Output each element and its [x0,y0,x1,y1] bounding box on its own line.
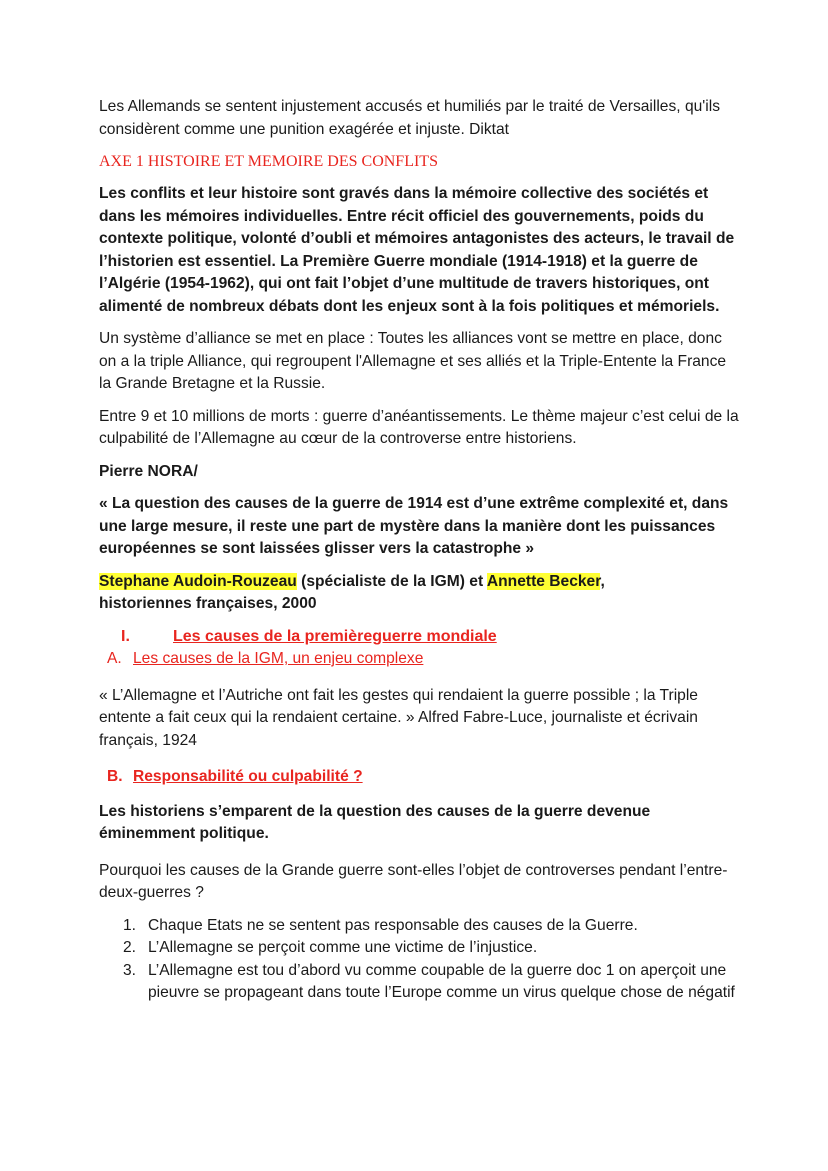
authors-tail: historiennes françaises, 2000 [99,595,317,612]
section-B-heading [99,766,739,789]
author-highlight-1: Stephane Audoin-Rouzeau [99,572,297,590]
list-item-number: 3. [123,961,137,979]
authors-line [99,571,739,616]
list-item [99,937,739,960]
list-item-text: Chaque Etats ne se sentent pas responsable des causes de la Guerre. [148,916,638,934]
morts-paragraph: Entre 9 et 10 millions de morts : guerre d’anéantissements. Le thème majeur c’est celui de la culpabilité de l’Allemagne au cœur de la controverse entre historiens. [99,407,739,447]
alliance-paragraph: Un système d’alliance se met en place : Toutes les alliances vont se mettre en place, donc on a la triple Alliance, qui regroupent l'Allemagne et ses alliés et la Triple-Entente la France la Grande Bretagne et la Russie. [99,330,727,392]
section-I-title: Les causes de la premièreguerre mondiale [173,627,497,645]
nora-heading: Pierre NORA/ [99,462,198,480]
section-I-heading [99,626,739,649]
list-item-text: L’Allemagne se perçoit comme une victime de l’injustice. [148,939,538,956]
authors-mid: (spécialiste de la IGM) et [296,572,487,590]
list-item [99,915,739,938]
list-item-text: L’Allemagne est tou d’abord vu comme coupable de la guerre doc 1 on aperçoit une pieuvre se propageant dans toute l’Europe comme un virus quelque chose de négatif [148,961,735,1001]
document-body [99,96,739,1005]
section-B-title: Responsabilité ou culpabilité ? [133,768,363,785]
list-item-number: 2. [123,939,137,956]
intro-paragraph: Les Allemands se sentent injustement accusés et humiliés par le traité de Versailles, qu'ils considèrent comme une punition exagérée et injuste. Diktat [99,98,720,138]
list-item [99,960,739,1005]
list-item-number: 1. [123,916,137,934]
quote-nora: « La question des causes de la guerre de 1914 est d’une extrême complexité et, dans une large mesure, il reste une part de mystère dans la manière dont les puissances européennes se sont laissées glisser vers la catastrophe » [99,495,729,557]
quote-fabre-luce: « L’Allemagne et l’Autriche ont fait les gestes qui rendaient la guerre possible ; la Triple entente a fait ceux qui la rendaient certaine. » Alfred Fabre-Luce, journaliste et écrivain français, 1924 [99,686,698,749]
axe-title: AXE 1 HISTOIRE ET MEMOIRE DES CONFLITS [99,153,438,170]
section-A-title: Les causes de la IGM, un enjeu complexe [133,650,424,667]
author-highlight-2: Annette Becker [486,572,601,590]
authors-tail-comma: , [600,572,605,590]
section-A-heading [99,648,739,671]
section-A-number: A. [107,650,122,667]
numbered-list [99,915,739,1005]
question-paragraph: Pourquoi les causes de la Grande guerre sont-elles l’objet de controverses pendant l’entre-deux-guerres ? [99,861,728,901]
bold-intro-paragraph: Les conflits et leur histoire sont gravés dans la mémoire collective des sociétés et dans les mémoires individuelles. Entre récit officiel des gouvernements, poids du contexte politique, volonté d’oubli et mémoires antagonistes des acteurs, le travail de l’historien est essentiel. La Première Guerre mondiale (1914-1918) et la guerre de l’Algérie (1954-1962), qui ont fait l’objet d’une multitude de travers historiques, ont alimenté de nombreux débats dont les enjeux sont à la fois politiques et mémoriels. [99,185,735,315]
section-B-number: B. [107,768,123,785]
section-I-number: I. [121,627,130,645]
historiens-paragraph: Les historiens s’emparent de la question des causes de la guerre devenue éminemment politique. [99,802,651,842]
